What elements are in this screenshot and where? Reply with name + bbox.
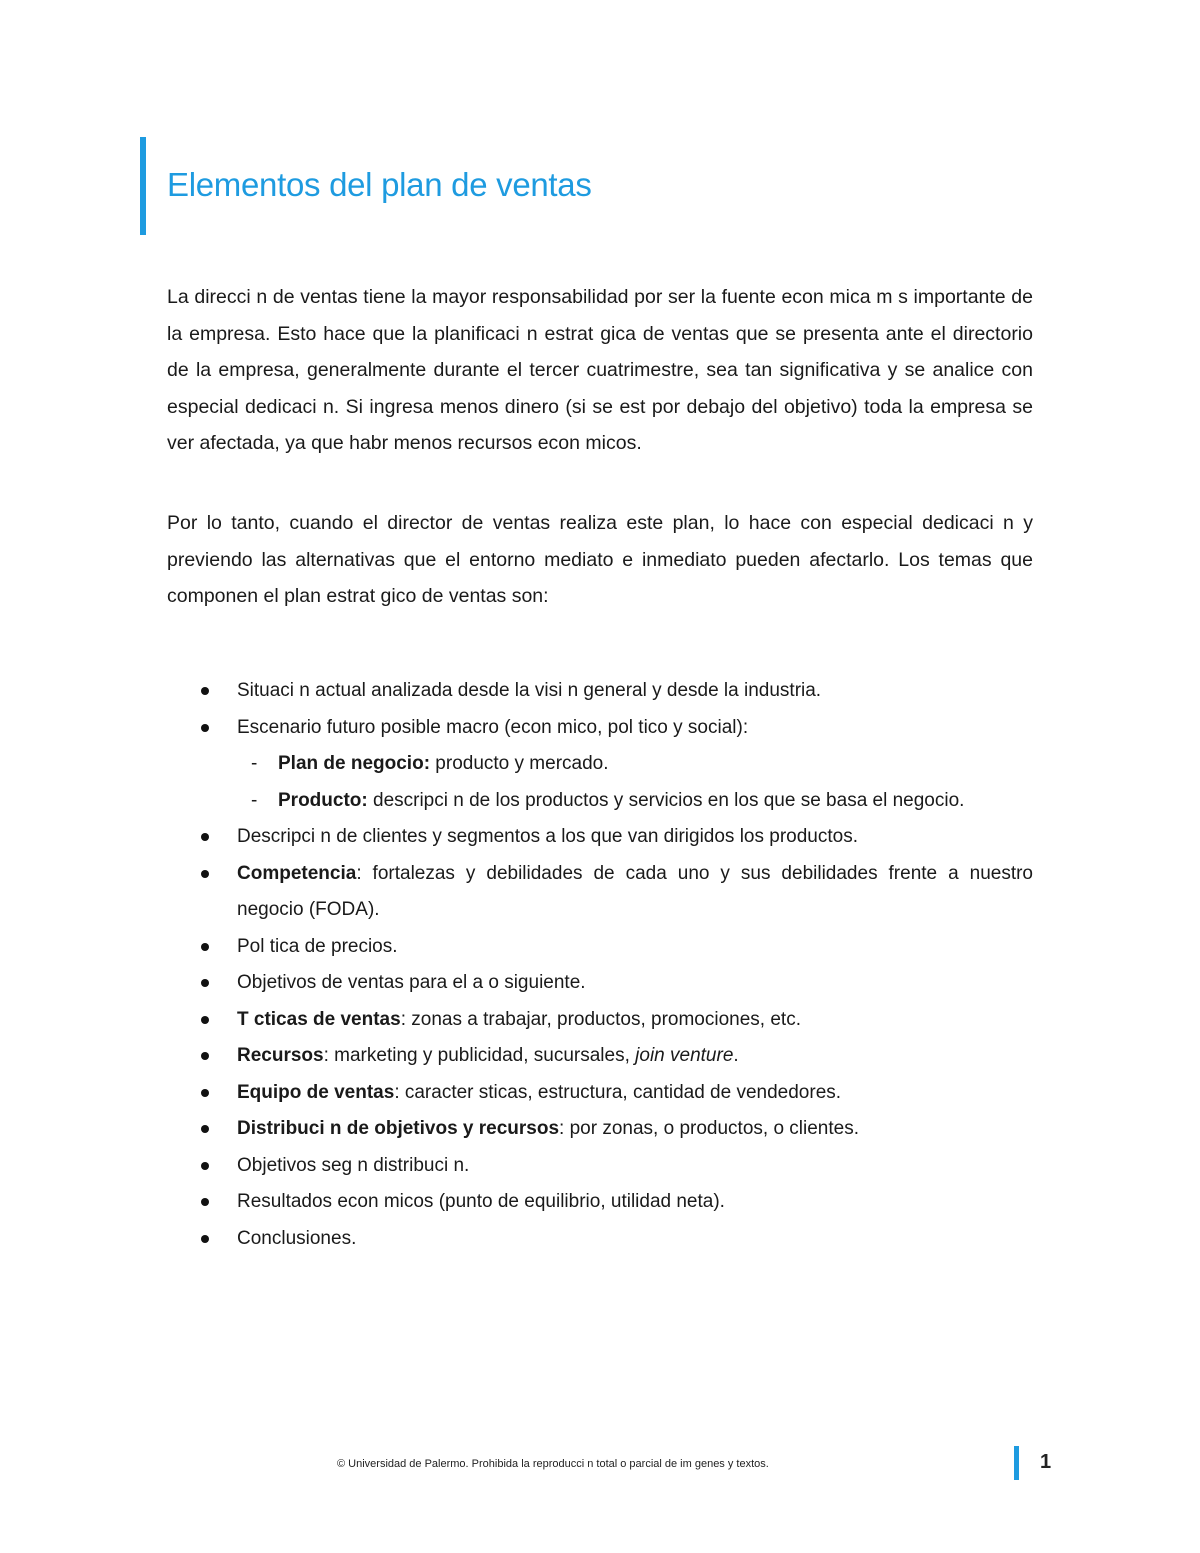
list-item-label: Competencia: [237, 862, 357, 884]
sub-list: [237, 746, 1033, 819]
list-item: [167, 1002, 1033, 1039]
bullet-icon: [201, 687, 209, 695]
list-item-text: : por zonas, o productos, o clientes.: [559, 1118, 859, 1139]
bullet-icon: [201, 1052, 209, 1060]
sub-item-text: descripci n de los productos y servicios en los que se basa el negocio.: [367, 789, 965, 811]
list-item-tail: .: [733, 1045, 739, 1066]
list-item-text: Escenario futuro posible macro (econ mico, pol tico y social):: [237, 716, 749, 738]
page-title: Elementos del plan de ventas: [167, 166, 592, 203]
topics-list: [167, 673, 1033, 1257]
list-item: [167, 856, 1033, 929]
sub-item-label: Producto:: [278, 789, 368, 811]
intro-paragraph: La direcci n de ventas tiene la mayor responsabilidad por ser la fuente econ mica m s importante de la empresa. Esto hace que la planificaci n estrat gica de ventas que se presenta ante el directorio de la empresa, generalmente durante el tercer cuatrimestre, sea tan significativa y se analice con especial dedicaci n. Si ingresa menos dinero (si se est por debajo del objetivo) toda la empresa se ver afectada, ya que habr menos recursos econ micos.: [167, 286, 1033, 454]
list-item-label: Distribuci n de objetivos y recursos: [237, 1118, 560, 1139]
list-item-text: : caracter sticas, estructura, cantidad de vendedores.: [394, 1081, 842, 1103]
bullet-icon: [201, 1125, 209, 1133]
bullet-icon: [201, 979, 209, 987]
bullet-icon: [201, 833, 209, 841]
bullet-icon: [201, 1198, 209, 1206]
list-item-text: Conclusiones.: [237, 1227, 357, 1249]
list-item-label: T cticas de ventas: [237, 1008, 401, 1030]
page-number: 1: [1040, 1451, 1052, 1473]
bullet-icon: [201, 943, 209, 951]
list-item-text: Situaci n actual analizada desde la visi n general y desde la industria.: [237, 680, 822, 701]
bullet-icon: [201, 1016, 209, 1024]
list-item: [167, 1038, 1033, 1075]
list-item: [167, 710, 1033, 820]
sub-item-text: producto y mercado.: [430, 753, 609, 774]
list-item-text: Pol tica de precios.: [237, 935, 398, 957]
list-item: [167, 1184, 1033, 1221]
list-item-text: Objetivos seg n distribuci n.: [237, 1154, 470, 1176]
bullet-icon: [201, 724, 209, 732]
sub-list-item: [237, 783, 1033, 820]
bullet-icon: [201, 1235, 209, 1243]
footer-copyright: © Universidad de Palermo. Prohibida la reproducci n total o parcial de im genes y textos.: [337, 1458, 769, 1470]
list-item: [167, 1221, 1033, 1258]
sub-item-label: Plan de negocio:: [278, 753, 431, 774]
plan-paragraph: Por lo tanto, cuando el director de ventas realiza este plan, lo hace con especial dedicaci n y previendo las alternativas que el entorno mediato e inmediato pueden afectarlo. Los temas que componen el plan estrat gico de ventas son:: [167, 512, 1033, 607]
footer-accent-bar: [1014, 1446, 1019, 1480]
list-item-text: : fortalezas y debilidades de cada uno y sus debilidades frente a nuestro negocio (FODA).: [237, 862, 1033, 920]
list-item: [167, 1148, 1033, 1185]
list-item-label: Equipo de ventas: [237, 1081, 395, 1103]
list-item-text: Resultados econ micos (punto de equilibrio, utilidad neta).: [237, 1191, 725, 1212]
list-item-text: Descripci n de clientes y segmentos a los que van dirigidos los productos.: [237, 826, 858, 847]
list-item-text: : marketing y publicidad, sucursales,: [323, 1045, 636, 1066]
list-item: [167, 929, 1033, 966]
bullet-icon: [201, 1162, 209, 1170]
list-item-text: : zonas a trabajar, productos, promociones, etc.: [400, 1008, 801, 1030]
list-item: [167, 1111, 1033, 1148]
dash-icon: -: [251, 753, 258, 774]
dash-icon: -: [251, 789, 258, 811]
list-item-label: Recursos: [237, 1045, 324, 1066]
list-item: [167, 673, 1033, 710]
list-item: [167, 965, 1033, 1002]
list-item-text: Objetivos de ventas para el a o siguiente.: [237, 972, 586, 993]
list-item-italic: join venture: [635, 1045, 734, 1066]
list-item: [167, 1075, 1033, 1112]
sub-list-item: [237, 746, 1033, 783]
title-accent-bar: [140, 137, 146, 235]
bullet-icon: [201, 1089, 209, 1097]
bullet-icon: [201, 870, 209, 878]
list-item: [167, 819, 1033, 856]
